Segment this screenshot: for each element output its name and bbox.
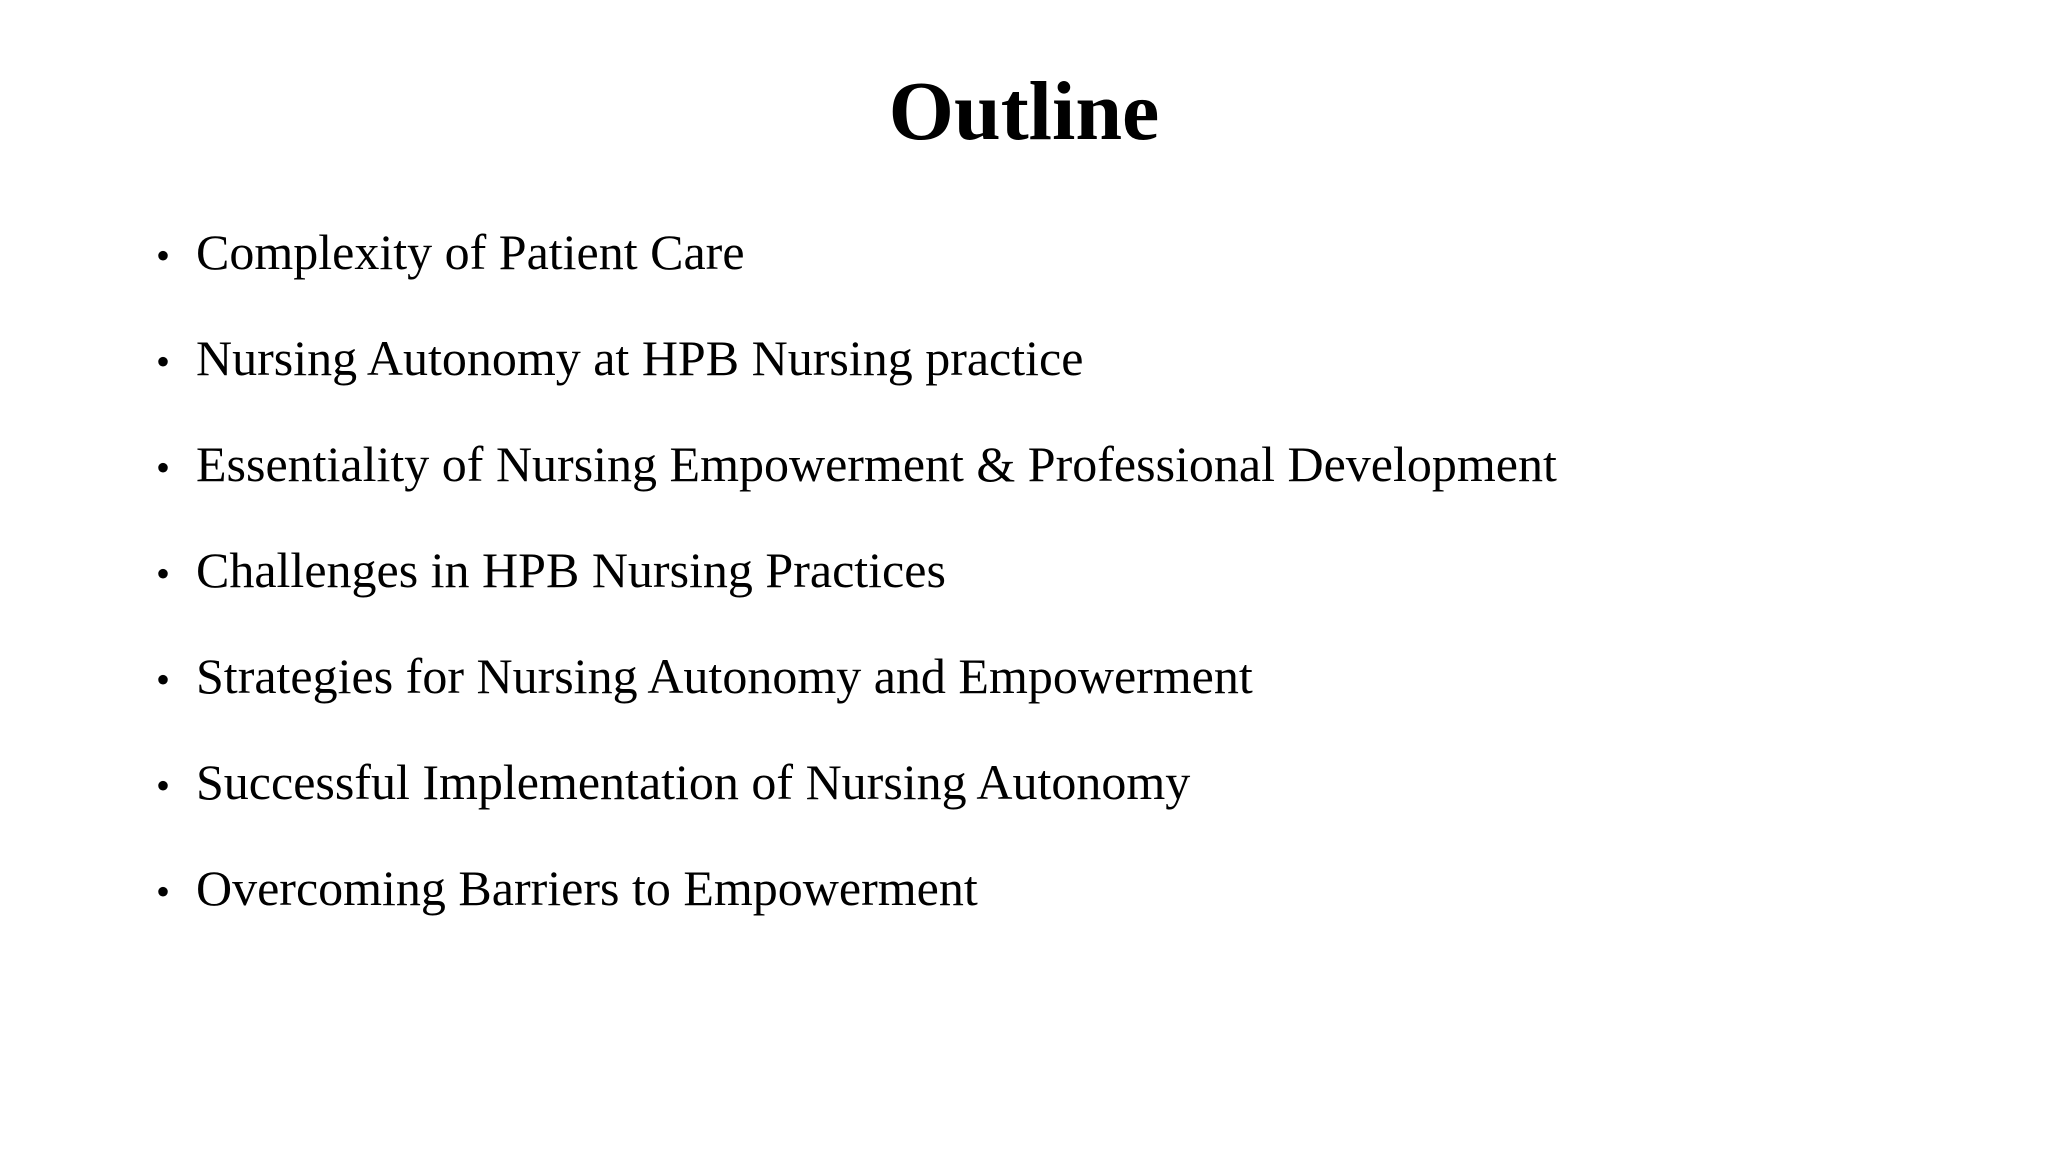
bullet-icon: •: [156, 763, 171, 808]
list-item: [156, 855, 1956, 961]
bullet-icon: •: [156, 233, 171, 278]
list-item-label: Successful Implementation of Nursing Autonomy: [196, 754, 1191, 810]
list-item: [156, 749, 1956, 855]
bullet-icon: •: [156, 339, 171, 384]
bullet-icon: •: [156, 869, 171, 914]
list-item-label: Complexity of Patient Care: [196, 224, 745, 280]
bullet-icon: •: [156, 657, 171, 702]
list-item-label: Essentiality of Nursing Empowerment & Professional Development: [196, 436, 1557, 492]
list-item-label: Nursing Autonomy at HPB Nursing practice: [196, 330, 1084, 386]
slide-title: Outline: [888, 65, 1160, 158]
list-item: [156, 431, 1956, 537]
bullet-icon: •: [156, 551, 171, 596]
list-item: [156, 643, 1956, 749]
list-item: [156, 537, 1956, 643]
list-item: [156, 325, 1956, 431]
list-item-label: Overcoming Barriers to Empowerment: [196, 860, 978, 916]
list-item-label: Challenges in HPB Nursing Practices: [196, 542, 946, 598]
list-item: [156, 219, 1956, 325]
outline-list: [156, 219, 1956, 961]
bullet-icon: •: [156, 445, 171, 490]
list-item-label: Strategies for Nursing Autonomy and Empowerment: [196, 648, 1253, 704]
